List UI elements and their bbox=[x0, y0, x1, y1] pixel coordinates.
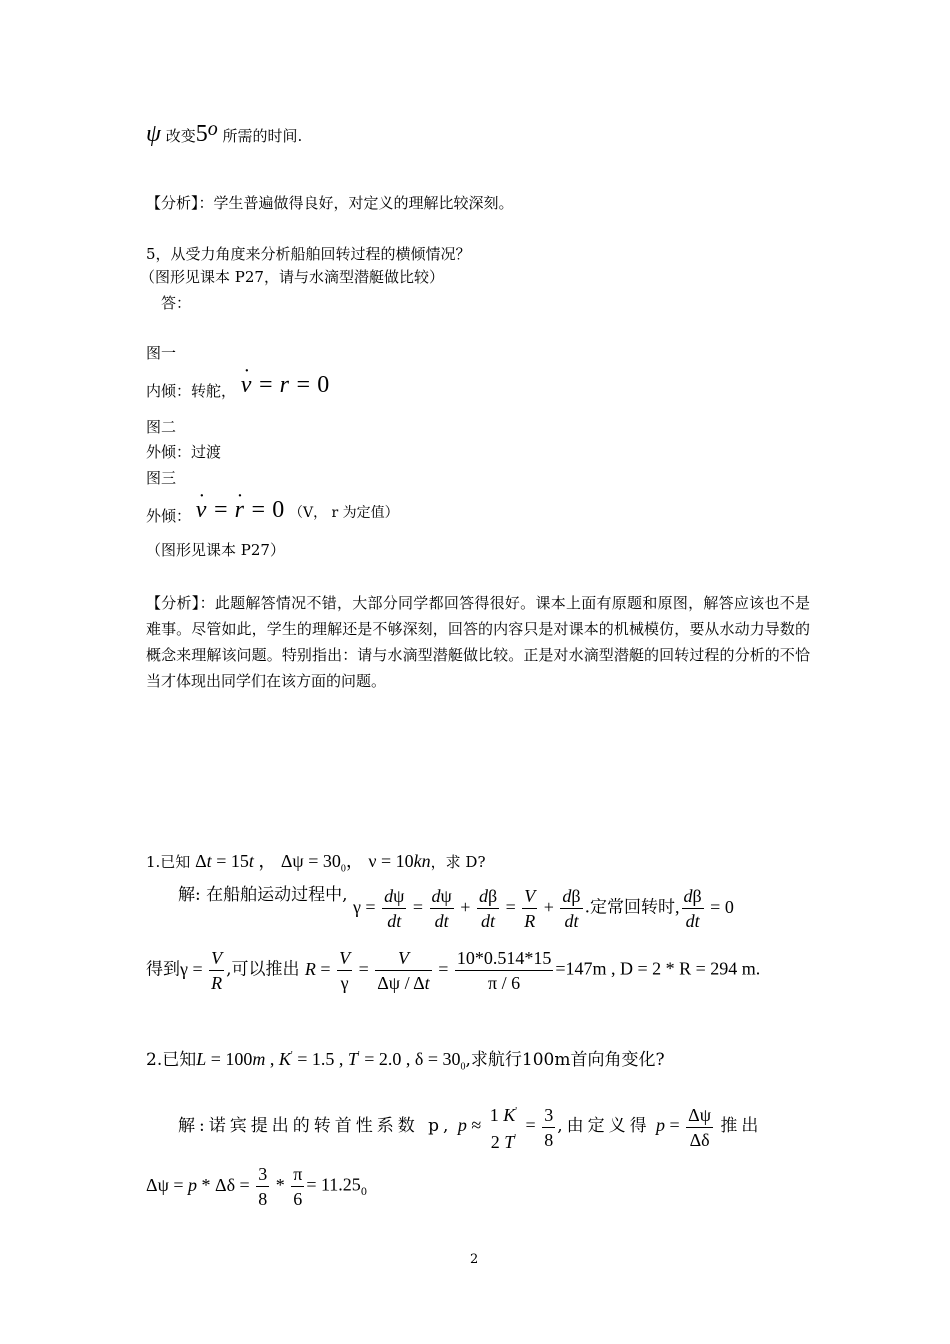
psi-text-a: 改变 bbox=[165, 127, 196, 145]
inner-heel-equation: · v = r = 0 bbox=[241, 372, 329, 398]
problem2-head: 2.已知 bbox=[146, 1050, 197, 1070]
psi-symbol: ψ bbox=[146, 121, 161, 147]
problem2-sol-intro: 解:诺宾提出的转首性系数 p, bbox=[178, 1116, 453, 1137]
problem2-by-def: ,由定义得 bbox=[557, 1116, 651, 1137]
five-value: 5 bbox=[195, 121, 208, 147]
problem1-get: 得到 bbox=[146, 959, 180, 980]
q5-title: 5，从受力角度来分析船舶回转过程的横倾情况？ bbox=[146, 245, 471, 263]
q5-reference: （图形见课本 P27） bbox=[146, 541, 285, 559]
problem1-givens: Δt = 15t ， $\Delta\psi = 30_0$， ν = 10kn bbox=[195, 851, 431, 875]
analysis-1: 【分析】：学生普遍做得良好，对定义的理解比较深刻。 bbox=[146, 194, 514, 212]
problem1-sol-intro: 解: 在船舶运动过程中, bbox=[178, 885, 348, 905]
problem1-ask: ，求 D? bbox=[430, 853, 486, 871]
problem1-derive: ,可以推出 bbox=[226, 959, 300, 980]
outer-heel-line bbox=[146, 495, 399, 527]
problem2-solution-line: 解:诺宾提出的转首性系数 p, p ≈ 1 K' 2 T' = $\frac{3}{8}$ ,由定义得 p = $\frac{\Delta\psi}{\Delta\delta}$ 推出 bbox=[178, 1104, 763, 1152]
problem2-ask: ,求航行100m首向角变化? bbox=[465, 1050, 665, 1070]
problem2-line: 2.已知L = 100m , K' = 1.5 , T' = 2.0 , $\delta = 30_0$,求航行100m首向角变化? bbox=[146, 1049, 665, 1073]
page-number: 2 bbox=[470, 1252, 479, 1267]
q5-answer: 答： bbox=[161, 294, 192, 312]
inner-heel-line bbox=[146, 370, 329, 402]
analysis-2: 【分析】：此题解答情况不错，大部分同学都回答得很好。课本上面有原题和原图，解答应该也不是难事。尽管如此，学生的理解还是不够深刻，回答的内容只是对课本的机械模仿，要从水动力导数的概念来理解该问题。特别指出：请与水滴型潜艇做比较。正是对水滴型潜艇的回转过程的分析的不恰当才体现出同学们在该方面的问题。 bbox=[146, 594, 810, 690]
degree-mark: o bbox=[207, 118, 218, 140]
fig1-label: 图一 bbox=[146, 344, 177, 362]
psi-line bbox=[146, 116, 302, 150]
psi-text-b: 所需的时间. bbox=[222, 127, 303, 145]
fig3-label: 图三 bbox=[146, 469, 177, 487]
problem2-derive: 推出 bbox=[720, 1116, 763, 1137]
inner-heel-label: 内倾：转舵， bbox=[146, 382, 237, 400]
problem1-result: =147m , D = 2 * R = 294 m. bbox=[555, 958, 761, 979]
outer-heel-equation: · v = · r = 0 bbox=[196, 497, 284, 523]
problem1-numerator: 10*0.514*15 bbox=[455, 946, 554, 971]
outer-heel-label: 外倾： bbox=[146, 507, 192, 525]
constant-note: （V， r 为定值） bbox=[288, 505, 399, 521]
fig2-label: 图二 bbox=[146, 418, 177, 436]
q5-note: （图形见课本 P27，请与水滴型潜艇做比较） bbox=[140, 268, 444, 286]
problem1-line bbox=[146, 850, 486, 876]
problem2-result: = 11.25 bbox=[306, 1174, 361, 1195]
problem1-head: 1.已知 bbox=[146, 853, 191, 871]
problem1-result-line: 得到γ = $\frac{V}{R}$ ,可以推出 R = $\frac{V}{\gamma}$ = $\frac{V}{\Delta\psi / \Delta t}$ = $\frac{10*0.514*15}{\pi / 6}$ =147m , D = 2 * R = 294 m. bbox=[146, 948, 761, 993]
problem2-result-line: Δψ = p * Δδ = $\frac{3}{8}$ * $\frac{\pi}{6}$ = $11.25_0$ bbox=[146, 1164, 368, 1209]
problem1-solution-formula: γ = $\frac{d\psi}{dt}$ = $\frac{d\psi}{dt}$ + $\frac{d\beta}{dt}$ = $\frac{V}{R}$ + $\frac{d\beta}{dt}$ .定常回转时, $\frac{d\beta}{dt}$ = 0 bbox=[352, 886, 734, 931]
problem1-steady: .定常回转时 bbox=[584, 897, 675, 918]
outer-transition: 外倾：过渡 bbox=[146, 443, 222, 461]
